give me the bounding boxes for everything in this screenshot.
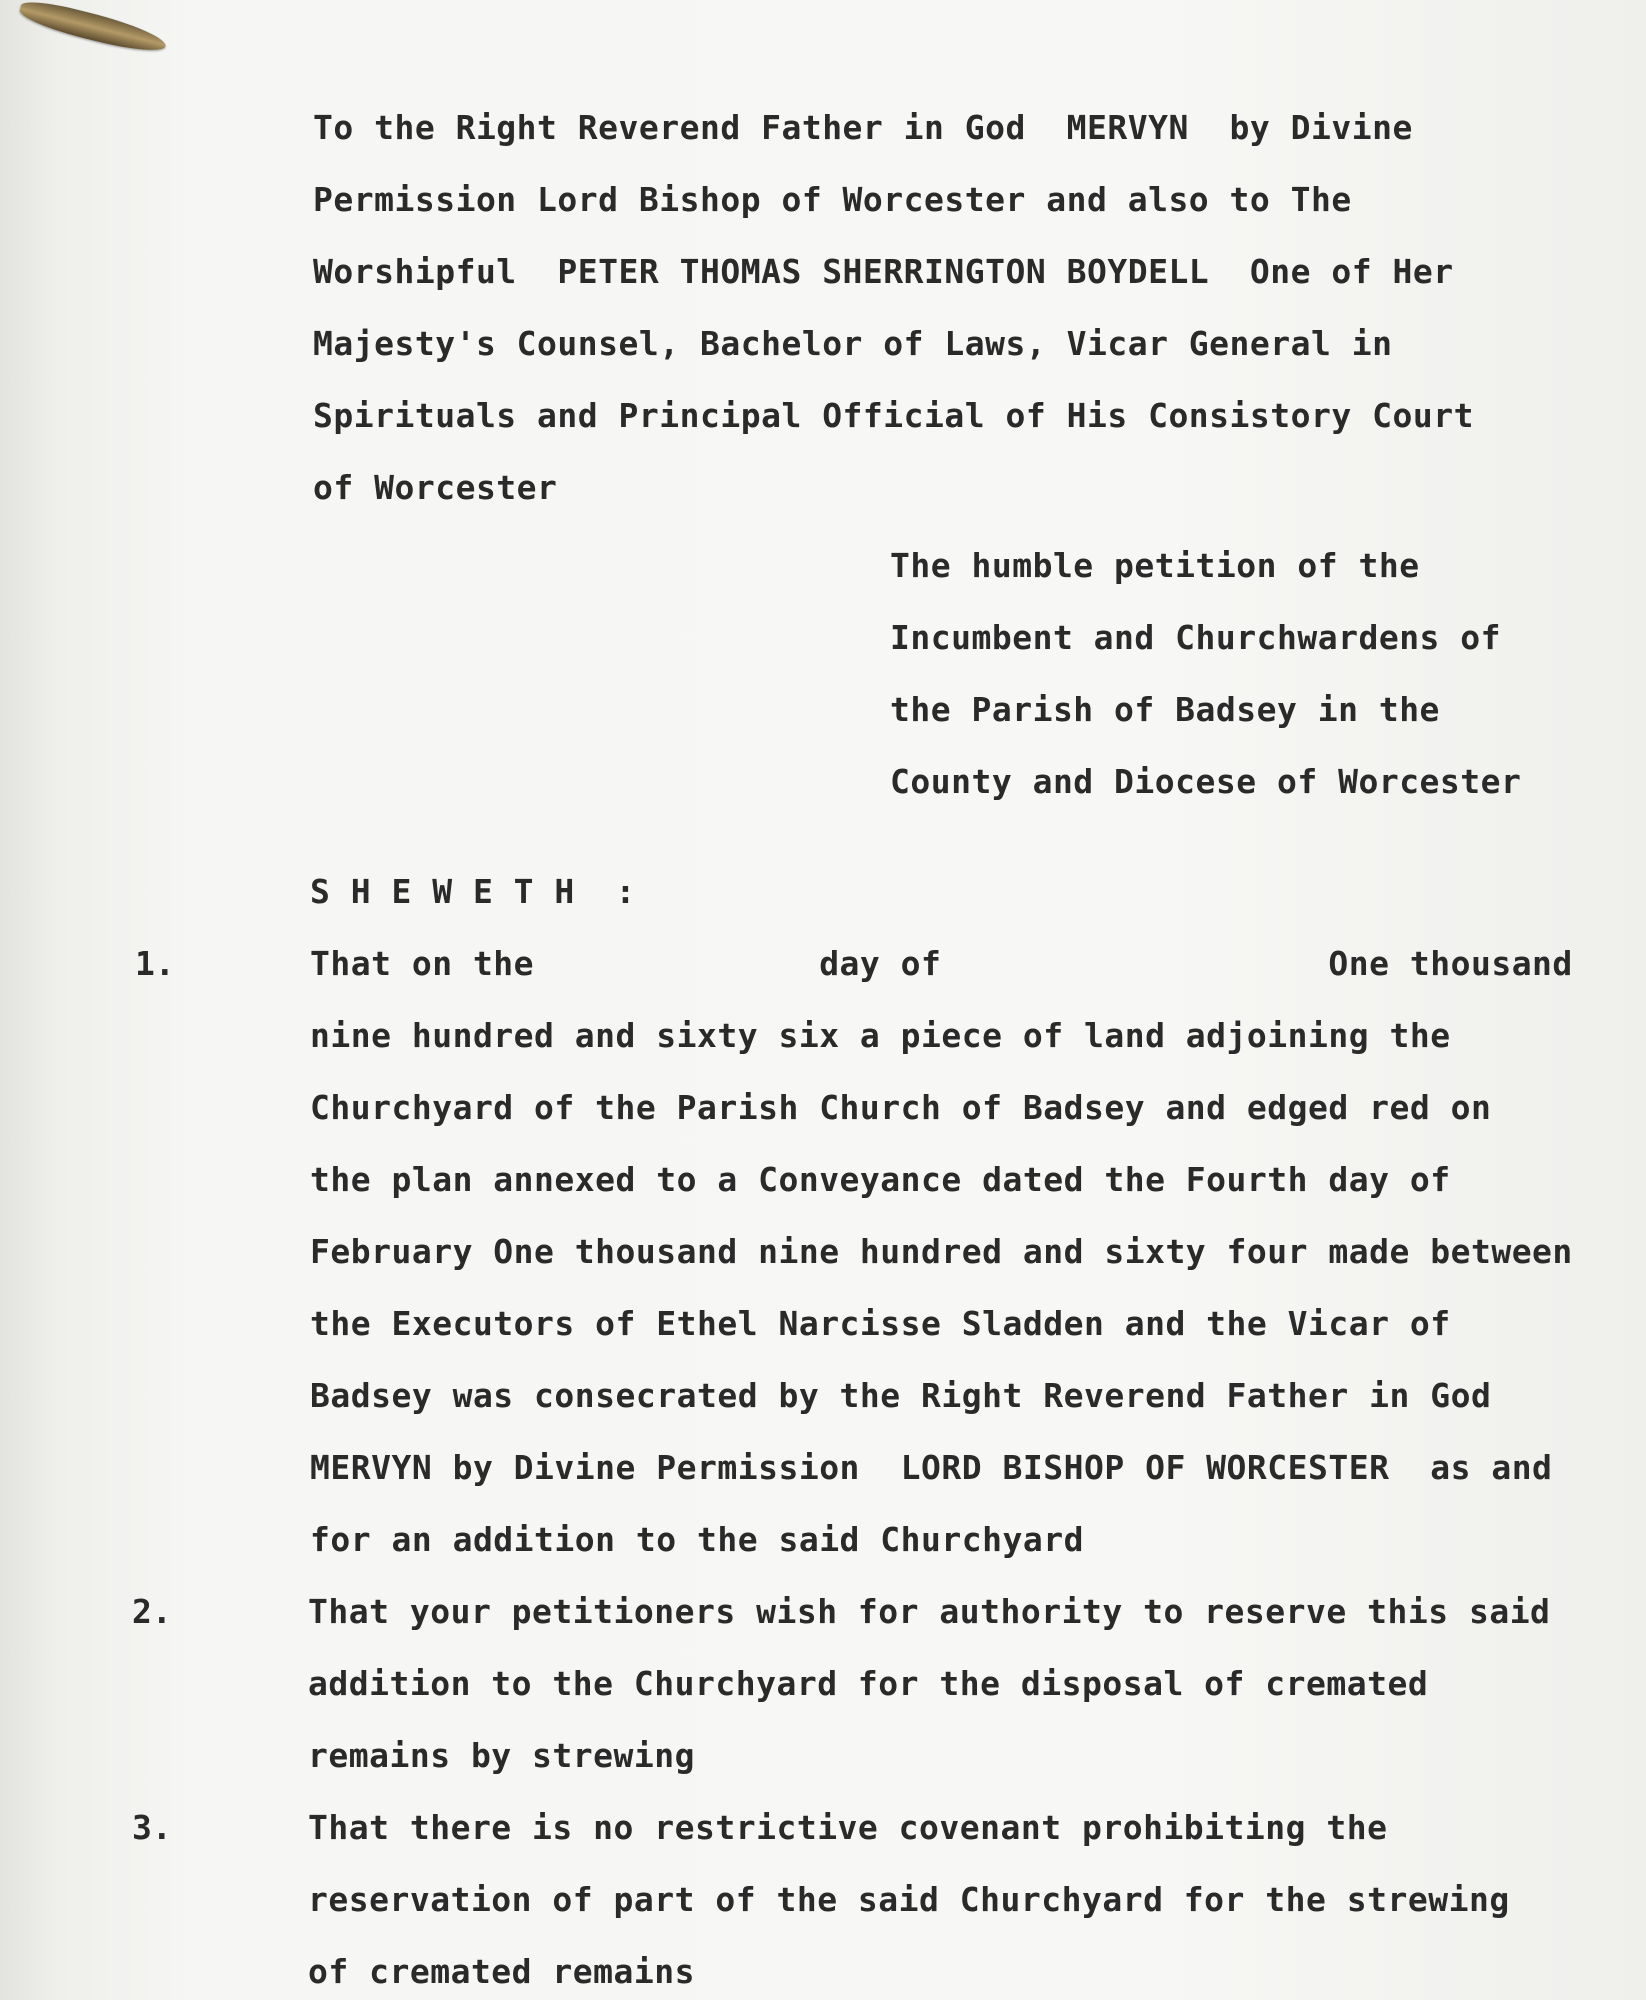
petition-line-3: the Parish of Badsey in the bbox=[890, 690, 1440, 729]
petition-line-2: Incumbent and Churchwardens of bbox=[890, 618, 1502, 657]
paragraph-1-line-8: MERVYN by Divine Permission LORD BISHOP OF WORCESTER as and bbox=[310, 1448, 1553, 1487]
address-line-5: Spirituals and Principal Official of His Consistory Court bbox=[313, 396, 1474, 435]
paper-edge-shadow bbox=[0, 0, 60, 2000]
paragraph-2-line-1: That your petitioners wish for authority to reserve this said bbox=[308, 1592, 1551, 1631]
paragraph-3-number: 3. bbox=[132, 1808, 172, 1847]
paragraph-2-number: 2. bbox=[132, 1592, 172, 1631]
paragraph-3-line-1: That there is no restrictive covenant prohibiting the bbox=[308, 1808, 1388, 1847]
paragraph-3-line-3: of cremated remains bbox=[308, 1952, 695, 1991]
paragraph-3-line-2: reservation of part of the said Churchyard for the strewing bbox=[308, 1880, 1510, 1919]
paragraph-1-line-5: February One thousand nine hundred and sixty four made between bbox=[310, 1232, 1573, 1271]
address-line-4: Majesty's Counsel, Bachelor of Laws, Vicar General in bbox=[313, 324, 1393, 363]
paragraph-1-number: 1. bbox=[135, 944, 175, 983]
paragraph-1-line-7: Badsey was consecrated by the Right Reverend Father in God bbox=[310, 1376, 1492, 1415]
paragraph-1-line-9: for an addition to the said Churchyard bbox=[310, 1520, 1084, 1559]
address-line-3: Worshipful PETER THOMAS SHERRINGTON BOYDELL One of Her bbox=[313, 252, 1454, 291]
petition-line-1: The humble petition of the bbox=[890, 546, 1420, 585]
paragraph-2-line-2: addition to the Churchyard for the disposal of cremated bbox=[308, 1664, 1429, 1703]
paragraph-1-line-3: Churchyard of the Parish Church of Badsey and edged red on bbox=[310, 1088, 1492, 1127]
address-line-1: To the Right Reverend Father in God MERVYN by Divine bbox=[313, 108, 1413, 147]
sheweth-heading: S H E W E T H : bbox=[310, 872, 636, 911]
show-through bbox=[340, 60, 1540, 68]
paragraph-2-line-3: remains by strewing bbox=[308, 1736, 695, 1775]
paragraph-1-line-4: the plan annexed to a Conveyance dated the Fourth day of bbox=[310, 1160, 1451, 1199]
address-line-6: of Worcester bbox=[313, 468, 558, 507]
address-line-2: Permission Lord Bishop of Worcester and also to The bbox=[313, 180, 1352, 219]
paragraph-1-line-1: That on the day of One thousand bbox=[310, 944, 1573, 983]
paragraph-1-line-2: nine hundred and sixty six a piece of land adjoining the bbox=[310, 1016, 1451, 1055]
paragraph-1-line-6: the Executors of Ethel Narcisse Sladden and the Vicar of bbox=[310, 1304, 1451, 1343]
petition-line-4: County and Diocese of Worcester bbox=[890, 762, 1522, 801]
